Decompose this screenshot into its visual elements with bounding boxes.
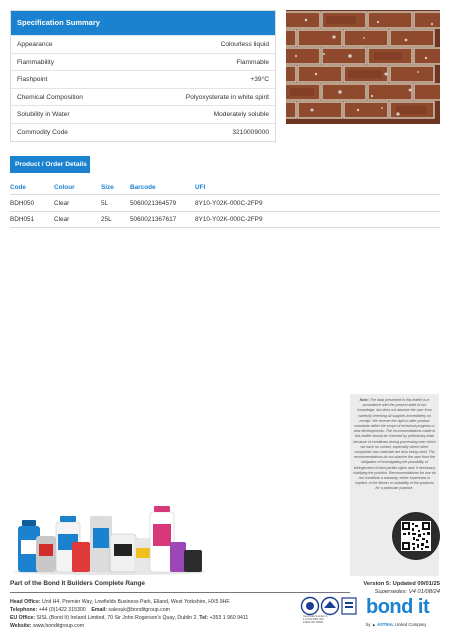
qr-code-badge[interactable] <box>392 512 440 560</box>
spec-label: Appearance <box>17 41 53 48</box>
column-header-barcode: Barcode <box>130 183 156 191</box>
eu-tel-label: Tel: <box>199 615 209 621</box>
cell-colour: Clear <box>54 216 70 223</box>
specification-summary <box>10 10 276 142</box>
divider <box>10 592 350 593</box>
logo-brand: ASTRAL <box>376 622 394 627</box>
spec-value: 3210009000 <box>232 128 269 136</box>
spec-value: Flammable <box>236 58 269 66</box>
logo-wordmark: bond it <box>366 596 430 618</box>
cell-size: 25L <box>101 216 112 223</box>
cell-barcode: 5060021364579 <box>130 199 177 207</box>
product-range-image <box>10 498 210 576</box>
telephone-label: Telephone: <box>10 607 38 613</box>
spec-label: Commodity Code <box>17 128 68 136</box>
spec-row <box>11 70 275 88</box>
email-link[interactable]: salesuk@bonditgroup.com <box>108 607 170 613</box>
spec-value: Polyoxysterate in white spirit <box>185 93 269 101</box>
order-details-table <box>10 180 440 228</box>
website-label: Website: <box>10 623 32 629</box>
spec-label: Solubility in Water <box>17 111 70 119</box>
logo-tagline <box>366 622 440 627</box>
logo-prefix: by <box>366 622 371 627</box>
telephone-number: +44 (0)1422 315300 <box>38 607 86 613</box>
email-label: Email: <box>91 607 107 613</box>
head-office-address: Unit H4, Premier Way, Lowfields Business Park, Elland, West Yorkshire, HX5 9HF. <box>42 599 231 605</box>
spec-row <box>11 35 275 53</box>
spec-value: Moderately soluble <box>213 111 269 119</box>
column-header-code: Code <box>10 183 26 191</box>
column-header-size: Size <box>101 183 114 191</box>
head-office-label: Head Office: <box>10 599 41 605</box>
spec-value: +39°C <box>250 76 269 84</box>
eu-office-label: EU Office: <box>10 615 36 621</box>
note-text: The data presented in this leaflet is in accordance with the present state of our knowledge, but does not absolve the user from carefully checking all supplies immediately on receipt. We reserve the right to alter product constants within the scope of technical progress or new developments. The recommendations made in this leaflet should be checked by preliminary trials because of conditions during processing over which we have no control, especially where other companies raw materials are also being used. The recommendations do not absolve the user from the obligation of investigating the possibility of infringement of third parties rights and, if necessary clarifying the position. Recommendations for use do not constitute a warranty, either expressed or implied, of the fitness or suitability of the products for a particular purpose. <box>353 398 436 491</box>
range-title: Part of the Bond It Builders Complete Range <box>10 580 145 587</box>
spec-row <box>11 53 275 71</box>
website-link[interactable]: www.bonditgroup.com <box>32 623 85 629</box>
cell-barcode: 5060021367617 <box>130 216 177 223</box>
qr-code-icon <box>401 521 431 551</box>
version-info <box>343 580 440 596</box>
column-header-colour: Colour <box>54 183 75 191</box>
table-row <box>10 211 440 228</box>
spec-title: Specification Summary <box>11 11 275 35</box>
spec-label: Chemical Composition <box>17 93 83 101</box>
certificate-text: Certificate Number 3-1-3 ISO 9001 ISO 14001 ISO 45001 <box>303 615 328 625</box>
cell-colour: Clear <box>54 199 70 207</box>
astral-logo-icon: ▲ <box>371 622 376 627</box>
column-header-ufi: UFI <box>195 183 206 191</box>
cell-size: 5L <box>101 199 109 207</box>
spec-value: Colourless liquid <box>220 41 269 48</box>
order-details-title: Product / Order Details <box>10 156 90 173</box>
spec-row <box>11 88 275 106</box>
website-line <box>10 622 300 630</box>
eu-office-address: SISL (Bond It) Ireland Limited, 70 Sir John Rogerson's Quay, Dublin 2. <box>36 615 198 621</box>
spec-row <box>11 105 275 123</box>
logo-suffix: United Company <box>395 622 427 627</box>
contact-details <box>10 598 300 630</box>
cell-code: BDH051 <box>10 216 35 223</box>
spec-label: Flashpoint <box>17 76 48 84</box>
cell-ufi: 8Y10-Y02K-000C-2FP9 <box>195 216 263 223</box>
version-current: Version 5: Updated 09/01/25 <box>363 581 440 587</box>
eu-office-line <box>10 614 300 622</box>
spec-row <box>11 123 275 141</box>
brick-wall-photo <box>286 10 440 124</box>
table-header-row <box>10 180 440 194</box>
cell-code: BDH050 <box>10 199 35 207</box>
version-supersedes: Supersedes: V4 01/08/24 <box>374 589 440 595</box>
bond-it-logo <box>366 596 440 632</box>
telephone-line <box>10 606 300 614</box>
certification-logos <box>300 596 358 630</box>
table-row <box>10 194 440 211</box>
head-office-line <box>10 598 300 606</box>
spec-label: Flammability <box>17 58 55 66</box>
note-label: Note: <box>359 398 369 402</box>
cell-ufi: 8Y10-Y02K-000C-2FP9 <box>195 199 263 207</box>
eu-tel-number: +353 1 960 9411 <box>209 615 249 621</box>
